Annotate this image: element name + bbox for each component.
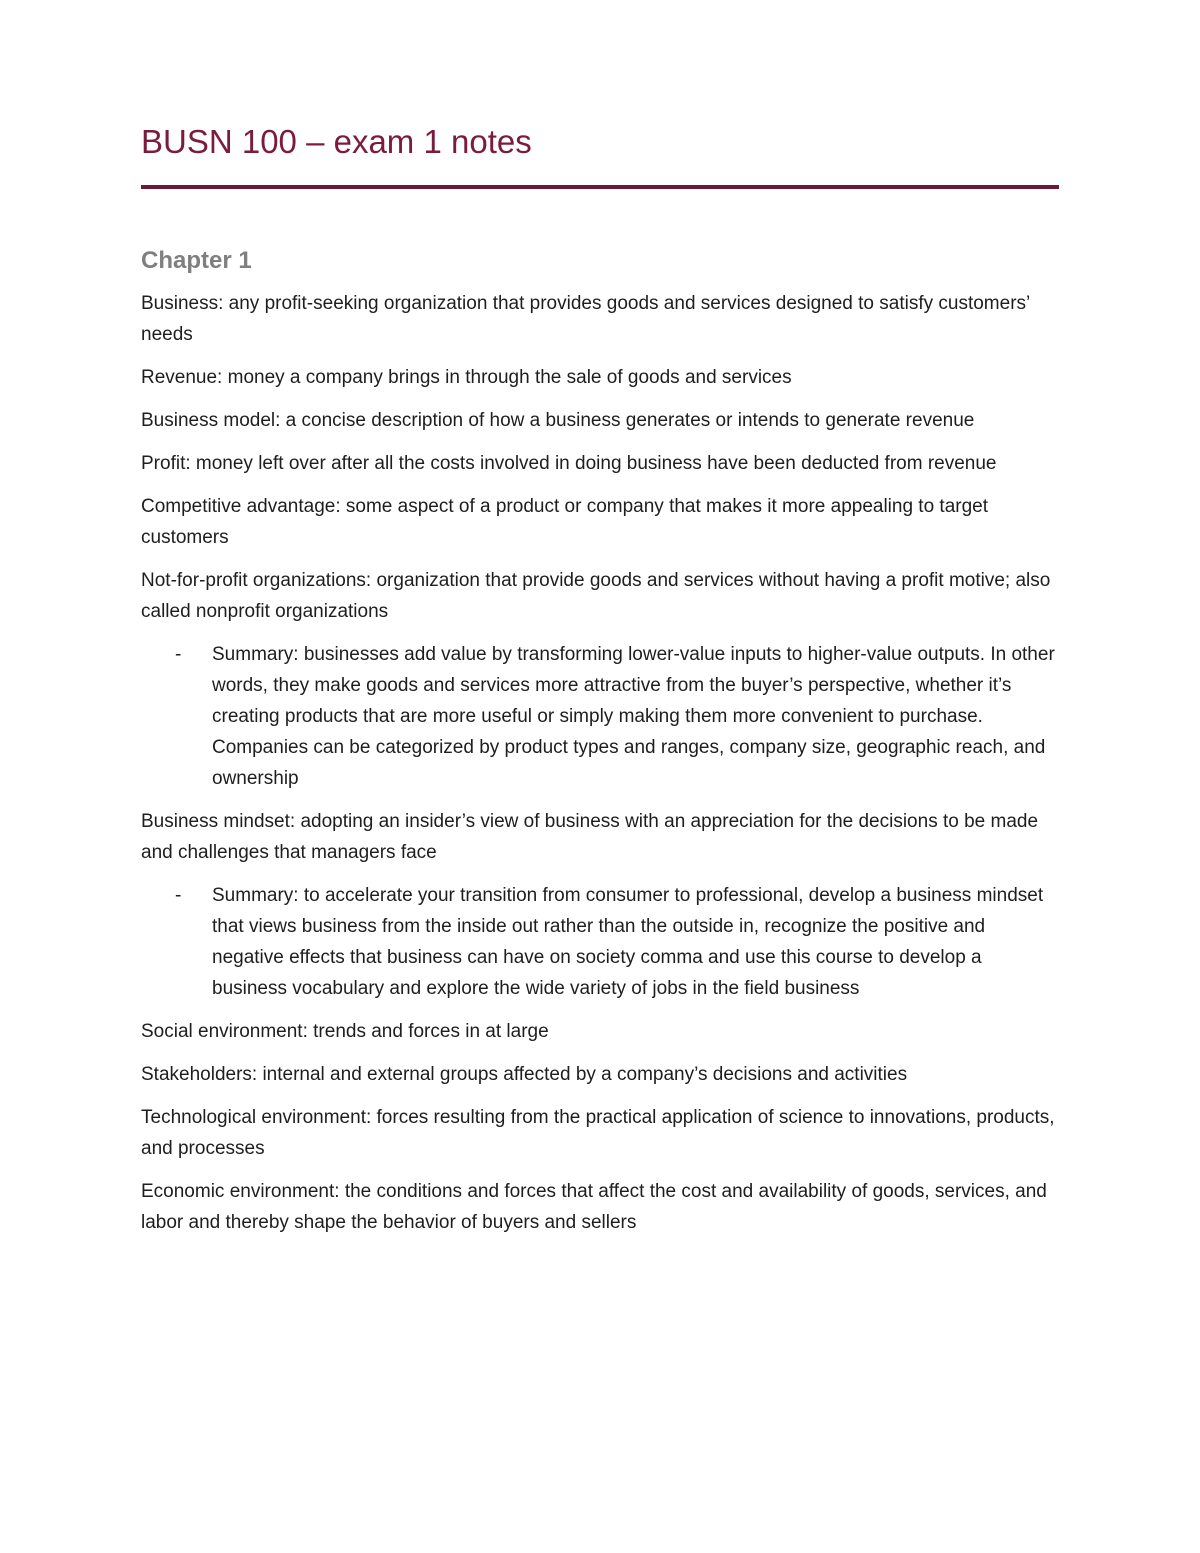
definition-stakeholders: Stakeholders: internal and external groups affected by a company’s decisions and activities: [141, 1064, 908, 1085]
document-body: [141, 244, 1061, 1250]
definition-business: Business: any profit-seeking organization that provides goods and services designed to satisfy customers’ needs: [141, 293, 1030, 345]
bullet-dash-marker: -: [175, 644, 182, 665]
chapter-heading: Chapter 1: [141, 247, 252, 274]
definition-technological-environment: Technological environment: forces resulting from the practical application of science to innovations, products, and processes: [141, 1107, 1055, 1159]
definition-profit: Profit: money left over after all the costs involved in doing business have been deducted from revenue: [141, 453, 997, 474]
definition-social-environment: Social environment: trends and forces in at large: [141, 1021, 549, 1042]
summary-text: Summary: businesses add value by transforming lower-value inputs to higher-value outputs. In other words, they make goods and services more attractive from the buyer’s perspective, whether it’s creating products that are more useful or simply making them more convenient to purchase. Companies can be categorized by product types and ranges, company size, geographic reach, and ownership: [212, 644, 1055, 789]
document-title: BUSN 100 – exam 1 notes: [141, 123, 532, 160]
definition-economic-environment: Economic environment: the conditions and forces that affect the cost and availability of goods, services, and labor and thereby shape the behavior of buyers and sellers: [141, 1181, 1047, 1233]
definition-business-model: Business model: a concise description of how a business generates or intends to generate revenue: [141, 410, 975, 431]
bullet-dash-marker: -: [175, 885, 182, 906]
summary-bullet-value: [141, 639, 1061, 794]
definition-business-mindset: Business mindset: adopting an insider’s view of business with an appreciation for the decisions to be made and challenges that managers face: [141, 811, 1039, 863]
summary-text: Summary: to accelerate your transition from consumer to professional, develop a business mindset that views business from the inside out rather than the outside in, recognize the positive and negative effects that business can have on society comma and use this course to develop a business vocabulary and explore the wide variety of jobs in the field business: [212, 885, 1044, 999]
summary-bullet-mindset: [141, 880, 1061, 1004]
definition-competitive-advantage: Competitive advantage: some aspect of a product or company that makes it more appealing to target customers: [141, 496, 989, 548]
title-underline-rule: [141, 185, 1059, 189]
definition-not-for-profit: Not-for-profit organizations: organization that provide goods and services without having a profit motive; also called nonprofit organizations: [141, 570, 1051, 622]
definition-revenue: Revenue: money a company brings in through the sale of goods and services: [141, 367, 792, 388]
